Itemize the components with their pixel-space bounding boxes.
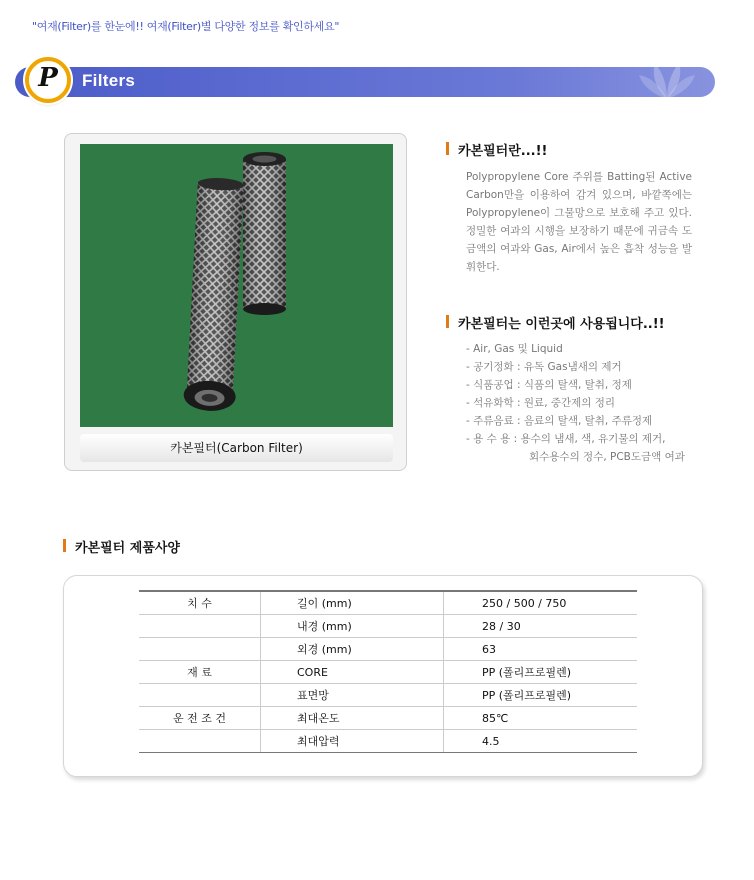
spec-group: 재 료: [139, 661, 261, 684]
spec-group: 운 전 조 건: [139, 707, 261, 730]
spec-item: 표면망: [261, 684, 444, 707]
carbon-filter-photo: [80, 144, 393, 427]
spec-group: [139, 684, 261, 707]
spec-group: [139, 638, 261, 661]
spec-value: PP (폴리프로필렌): [444, 684, 638, 707]
table-row: [139, 661, 637, 684]
spec-item: 길이 (mm): [261, 591, 444, 615]
product-caption: 카본필터(Carbon Filter): [80, 434, 393, 462]
spec-heading: 카본필터 제품사양: [63, 537, 180, 556]
uses-heading: 카본필터는 이런곳에 사용됩니다..!!: [446, 313, 665, 332]
about-text: Polypropylene Core 주위를 Batting된 Active Carbon만을 이용하여 감겨 있으며, 바깥쪽에는 Polypropylene이 그물망으로 보호해 주고 있다. 정밀한 여과의 시행을 보장하기 때문에 귀금속 도금액의 여과와 Gas, Air에서 높은 흡착 성능을 발휘한다.: [466, 171, 692, 273]
spec-value: PP (폴리프로필렌): [444, 661, 638, 684]
spec-value: 4.5: [444, 730, 638, 753]
uses-list: [466, 340, 685, 466]
spec-group: [139, 730, 261, 753]
table-row: [139, 591, 637, 615]
list-item: 회수용수의 정수, PCB도금액 여과: [529, 451, 685, 463]
product-image-box: [64, 133, 407, 471]
list-item: - 공기정화 : 유독 Gas냄새의 제거: [466, 361, 622, 373]
spec-value: 85℃: [444, 707, 638, 730]
spec-group: 치 수: [139, 591, 261, 615]
table-row: [139, 638, 637, 661]
list-item: - 석유화학 : 원료, 중간제의 정리: [466, 397, 616, 409]
list-item: - 용 수 용 : 용수의 냄새, 색, 유기물의 제거,: [466, 433, 666, 445]
spec-item: 최대압력: [261, 730, 444, 753]
spec-value: 250 / 500 / 750: [444, 591, 638, 615]
table-row: [139, 615, 637, 638]
list-item: - 식품공업 : 식품의 탈색, 탈취, 정제: [466, 379, 632, 391]
page-title: Filters: [82, 71, 136, 90]
page-tagline: "여재(Filter)를 한눈에!! 여재(Filter)별 다양한 정보를 확인하세요": [32, 20, 340, 33]
list-item: - 주류음료 : 음료의 탈색, 탈취, 주류정제: [466, 415, 653, 427]
leaf-decoration-icon: [637, 59, 697, 103]
spec-value: 63: [444, 638, 638, 661]
spec-item: 외경 (mm): [261, 638, 444, 661]
spec-value: 28 / 30: [444, 615, 638, 638]
table-row: [139, 707, 637, 730]
spec-item: 최대온도: [261, 707, 444, 730]
list-item: - Air, Gas 및 Liquid: [466, 343, 563, 355]
spec-group: [139, 615, 261, 638]
table-row: [139, 684, 637, 707]
spec-item: CORE: [261, 661, 444, 684]
p-badge-icon: P: [25, 57, 71, 103]
about-heading: 카본필터란...!!: [446, 140, 547, 159]
table-row: [139, 730, 637, 753]
spec-table: [139, 590, 637, 753]
spec-item: 내경 (mm): [261, 615, 444, 638]
